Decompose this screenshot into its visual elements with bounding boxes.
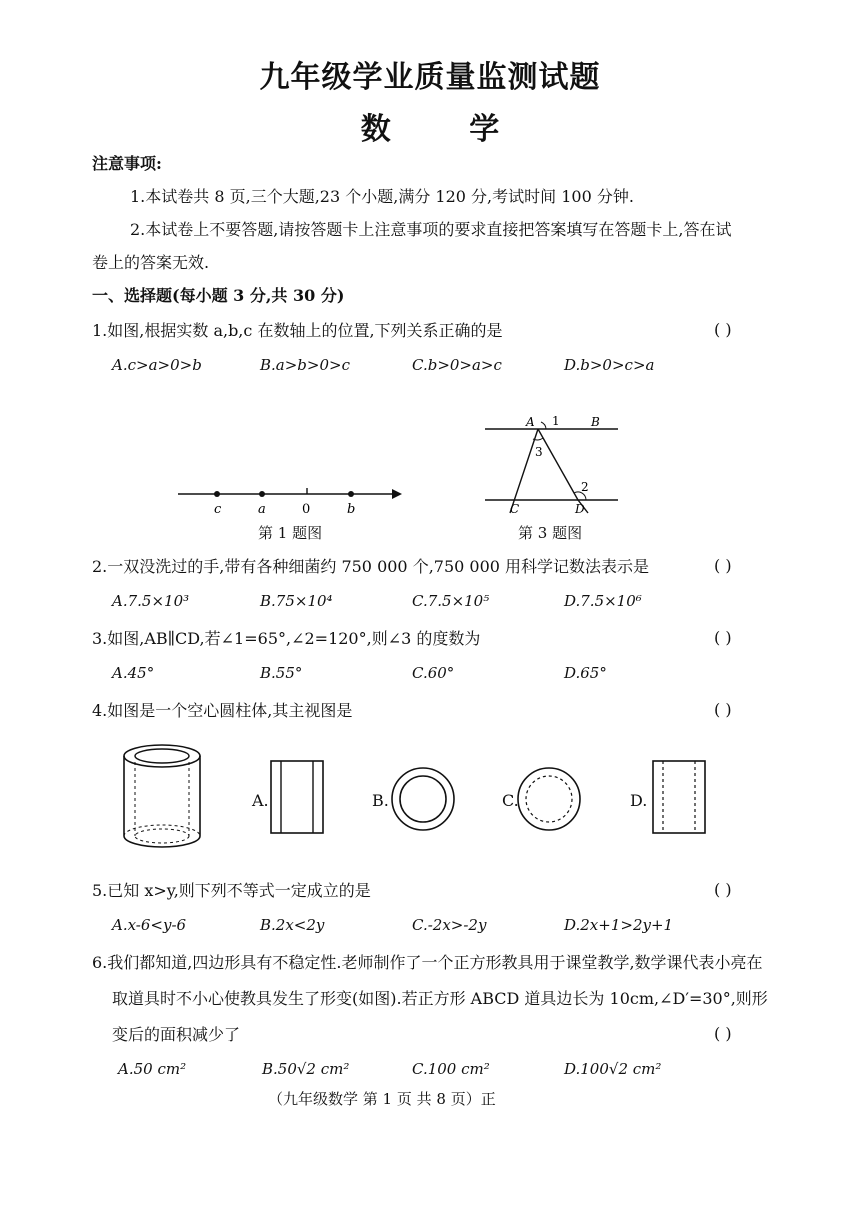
question-5-answer-paren: ( ) (714, 880, 732, 899)
question-3-option-c: C.60° (412, 664, 455, 682)
label-a: A (526, 415, 535, 429)
question-2-option-a: A.7.5×10³ (112, 592, 190, 610)
question-1-option-b: B.a>b>0>c (260, 356, 350, 374)
question-4-stem: 4.如图是一个空心圆柱体,其主视图是 (92, 701, 353, 720)
question-5-option-b: B.2x<2y (260, 916, 325, 934)
question-1-option-d: D.b>0>c>a (564, 356, 655, 374)
figure-1-number-line (170, 480, 410, 520)
point-b (348, 491, 354, 497)
label-0: 0 (302, 502, 311, 517)
question-4-option-c-figure (514, 764, 584, 834)
question-3-stem: 3.如图,AB∥CD,若∠1=65°,∠2=120°,则∠3 的度数为 (92, 629, 481, 648)
exam-title: 九年级学业质量监测试题 (259, 60, 601, 95)
label-angle-1: 1 (552, 414, 560, 428)
figure-3-parallel-lines (480, 405, 625, 515)
question-4-option-a-label: A. (252, 791, 269, 810)
question-2-stem: 2.一双没洗过的手,带有各种细菌约 750 000 个,750 000 用科学记数法表示是 (92, 557, 650, 576)
label-b: B (591, 415, 600, 429)
question-4-answer-paren: ( ) (714, 700, 732, 719)
question-6-option-b: B.50√2 cm² (262, 1060, 350, 1078)
question-4-option-b-label: B. (372, 791, 389, 810)
section-heading: 一、选择题(每小题 3 分,共 30 分) (92, 286, 345, 305)
question-2-option-b: B.75×10⁴ (260, 592, 333, 610)
question-2-option-d: D.7.5×10⁶ (564, 592, 642, 610)
label-c: c (214, 502, 222, 517)
label-angle-3: 3 (535, 445, 543, 459)
question-4-option-d-label: D. (630, 791, 648, 810)
question-5-stem: 5.已知 x>y,则下列不等式一定成立的是 (92, 881, 371, 900)
notice-item-2-line-1: 2.本试卷上不要答题,请按答题卡上注意事项的要求直接把答案填写在答题卡上,答在试 (130, 220, 732, 239)
question-6-option-d: D.100√2 cm² (564, 1060, 662, 1078)
question-1-option-c: C.b>0>a>c (412, 356, 502, 374)
question-2-option-c: C.7.5×10⁵ (412, 592, 490, 610)
label-angle-2: 2 (581, 480, 589, 494)
subject-title: 数 学 (360, 112, 534, 147)
question-6-answer-paren: ( ) (714, 1024, 732, 1043)
question-3-option-a: A.45° (112, 664, 155, 682)
question-1-stem: 1.如图,根据实数 a,b,c 在数轴上的位置,下列关系正确的是 (92, 321, 503, 340)
question-6-line-3: 变后的面积减少了 (112, 1025, 241, 1044)
figure-3-caption: 第 3 题图 (518, 524, 583, 542)
notice-heading: 注意事项: (92, 154, 162, 173)
point-c (214, 491, 220, 497)
question-6-line-2: 取道具时不小心使教具发生了形变(如图).若正方形 ABCD 道具边长为 10cm,∠D′=30°,则形 (112, 989, 768, 1008)
question-4-option-b-figure (388, 764, 458, 834)
label-a: a (258, 502, 266, 517)
label-b: b (347, 502, 356, 517)
question-6-option-a: A.50 cm² (118, 1060, 187, 1078)
question-4-option-a-figure (268, 758, 328, 838)
question-5-option-a: A.x-6<y-6 (112, 916, 187, 934)
question-3-option-b: B.55° (260, 664, 303, 682)
question-4-option-d-figure (650, 758, 710, 838)
question-3-option-d: D.65° (564, 664, 607, 682)
notice-item-2-line-2: 卷上的答案无效. (92, 253, 210, 272)
hollow-cylinder-figure (118, 740, 208, 855)
question-6-option-c: C.100 cm² (412, 1060, 490, 1078)
question-2-answer-paren: ( ) (714, 556, 732, 575)
label-d: D (575, 502, 585, 515)
question-6-line-1: 6.我们都知道,四边形具有不稳定性.老师制作了一个正方形教具用于课堂教学,数学课代表小亮在 (92, 953, 763, 972)
label-c: C (510, 502, 520, 515)
question-5-option-d: D.2x+1>2y+1 (564, 916, 674, 934)
question-4-option-c-label: C. (502, 791, 519, 810)
notice-item-1: 1.本试卷共 8 页,三个大题,23 个小题,满分 120 分,考试时间 100 分钟. (130, 187, 634, 206)
question-1-option-a: A.c>a>0>b (112, 356, 202, 374)
question-1-answer-paren: ( ) (714, 320, 732, 339)
page-footer: （九年级数学 第 1 页 共 8 页）正 (268, 1090, 496, 1108)
figure-1-caption: 第 1 题图 (258, 524, 323, 542)
question-5-option-c: C.-2x>-2y (412, 916, 487, 934)
question-3-answer-paren: ( ) (714, 628, 732, 647)
point-a (259, 491, 265, 497)
